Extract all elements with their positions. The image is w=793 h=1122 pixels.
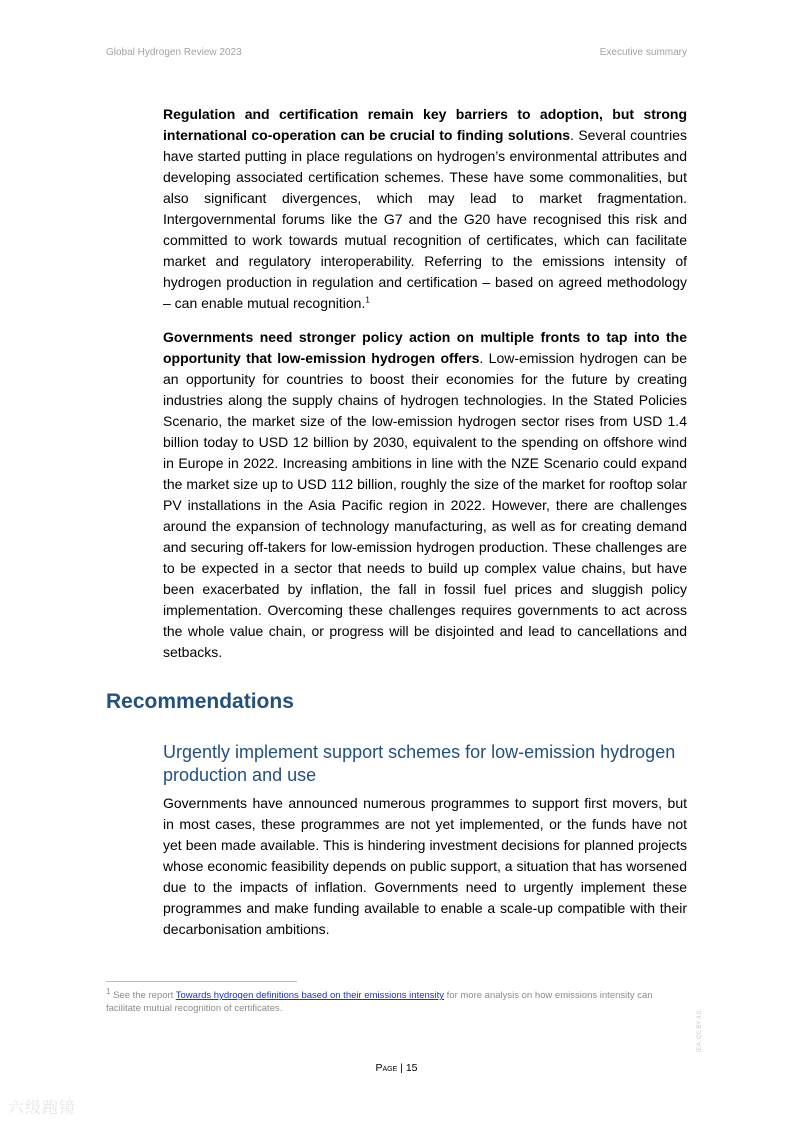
paragraph-lead: Regulation and certification remain key barriers to adoption, but strong international co-operation can be crucial to finding solutions [163, 106, 687, 143]
footnote-prefix: See the report [110, 990, 176, 1001]
body-content [163, 104, 687, 676]
footnote-number: 1 [106, 986, 111, 996]
paragraph-body: . Several countries have started putting in place regulations on hydrogen’s environmental attributes and developing associated certification schemes. These have some commonalities, but also significant divergences, which may lead to market fragmentation. Intergovernmental forums like the G7 and the G20 have recognised this risk and committed to work towards mutual recognition of certificates, which can facilitate market and regulatory interoperability. Referring to the emissions intensity of hydrogen production in regulation and certification – based on agreed methodology – can enable mutual recognition. [163, 127, 687, 311]
footnote-suffix: for more analysis on how emissions intensity can facilitate mutual recognition of certificates. [106, 990, 653, 1014]
paragraph-policy [163, 327, 687, 663]
footnote-divider [106, 981, 297, 982]
license-notice: IEA. CC BY 4.0. [697, 1009, 703, 1052]
page-number-value: 15 [405, 1062, 418, 1074]
footnote [106, 986, 687, 1015]
recommendation-subheading: Urgently implement support schemes for low-emission hydrogen production and use [163, 742, 676, 785]
recommendation-paragraph: Governments have announced numerous programmes to support first movers, but in most cases, these programmes are not yet implemented, or the funds have not yet been made available. This is hindering investment decisions for planned projects whose economic feasibility depends on public support, a situation that has worsened due to the impacts of inflation. Governments need to urgently implement these programmes and make funding available to enable a scale-up compatible with their decarbonisation ambitions. [163, 795, 687, 937]
watermark: 六级跑镜 [8, 1100, 77, 1117]
running-header [106, 47, 687, 58]
recommendations-heading: Recommendations [106, 690, 294, 713]
page-label: Page [375, 1062, 398, 1074]
paragraph-lead: Governments need stronger policy action on multiple fronts to tap into the opportunity that low-emission hydrogen offers [163, 329, 687, 366]
header-report-title: Global Hydrogen Review 2023 [106, 47, 242, 58]
footnote-report-link[interactable]: Towards hydrogen definitions based on their emissions intensity [175, 990, 445, 1001]
page-separator: | [397, 1062, 406, 1074]
page-number [0, 1062, 793, 1074]
paragraph-body: . Low-emission hydrogen can be an opportunity for countries to boost their economies for the future by creating industries along the supply chains of hydrogen technologies. In the Stated Policies Scenario, the market size of the low-emission hydrogen sector rises from USD 1.4 billion today to USD 12 billion by 2030, equivalent to the spending on offshore wind in Europe in 2022. Increasing ambitions in line with the NZE Scenario could expand the market size up to USD 112 billion, roughly the size of the market for rooftop solar PV installations in the Asia Pacific region in 2022. However, there are challenges around the expansion of technology manufacturing, as well as for creating demand and securing off-takers for low-emission hydrogen production. These challenges are to be expected in a sector that needs to build up complex value chains, but have been exacerbated by inflation, the fall in fossil fuel prices and sluggish policy implementation. Overcoming these challenges requires governments to act across the whole value chain, or progress will be disjointed and lead to cancellations and setbacks. [163, 350, 687, 660]
header-section-title: Executive summary [599, 47, 687, 58]
footnote-reference[interactable]: 1 [365, 295, 370, 305]
paragraph-regulation [163, 104, 687, 314]
